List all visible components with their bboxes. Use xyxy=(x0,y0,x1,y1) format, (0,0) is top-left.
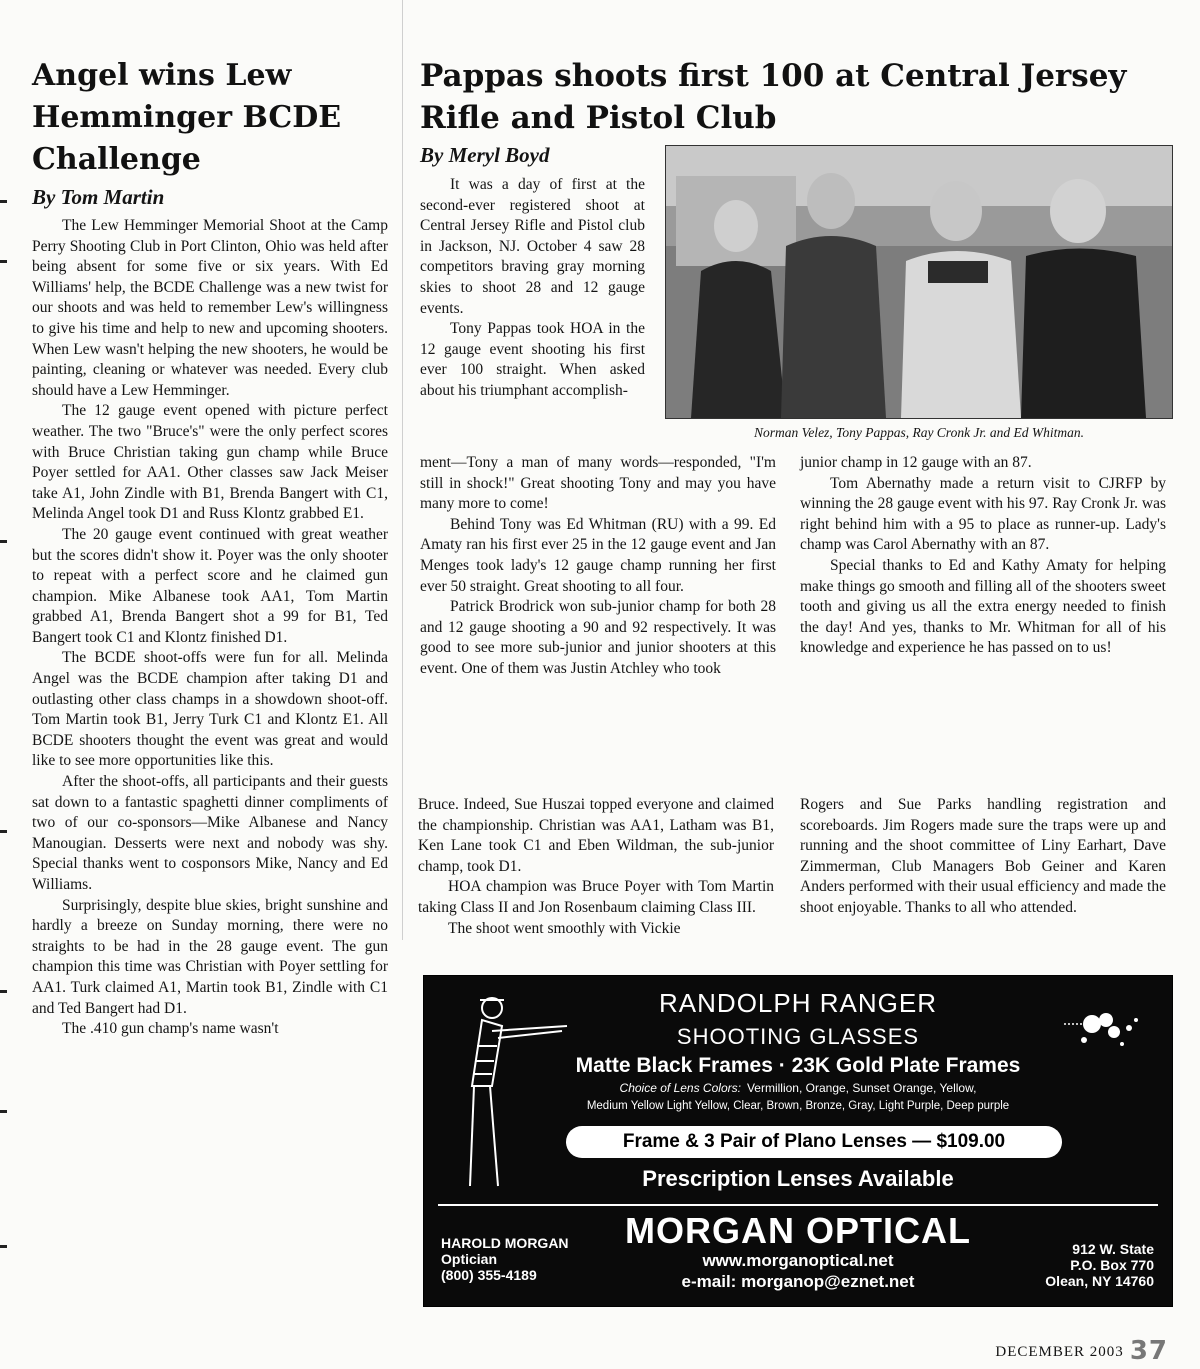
page-footer xyxy=(995,1336,1168,1366)
edge-mark xyxy=(0,200,7,203)
left-article xyxy=(32,55,388,1040)
paragraph: Tony Pappas took HOA in the 12 gauge event shooting his first ever 100 straight. When asked about his triumphant accomplish- xyxy=(420,320,645,399)
paragraph: junior champ in 12 gauge with an 87. xyxy=(800,454,1032,471)
edge-mark xyxy=(0,830,7,833)
column-divider xyxy=(402,0,403,940)
ad-lens-colors: Medium Yellow Light Yellow, Clear, Brown, Bronze, Gray, Light Purple, Deep purple xyxy=(586,1100,1010,1112)
right-article-byline: By Meryl Boyd xyxy=(420,143,550,167)
paragraph: The 12 gauge event opened with picture perfect weather. The two "Bruce's" were the only perfect scores with Bruce Christian taking gun champ while Bruce Poyer settled for AA1. Other classes saw Jack Meiser take A1, John Zindle with B1, Brenda Bangert with C1, Melinda Angel took D1 and Russ Klontz grabbed E1. xyxy=(32,402,388,523)
ad-contact xyxy=(441,1235,569,1283)
ad-address-line: 912 W. State xyxy=(1072,1241,1154,1257)
paragraph: The Lew Hemminger Memorial Shoot at the Camp Perry Shooting Club in Port Clinton, Ohio was held after being absent for some five or six years. With Ed Williams' help, the BCDE Challenge was a new twist for our shoots and was held to remember Lew's willingness to give his time and help to new and upcoming shooters. When Lew wasn't helping the new shooters, he would be painting, cleaning or whatever was needed. Every club should have a Lew Hemminger. xyxy=(32,217,388,399)
paragraph: The BCDE shoot-offs were fun for all. Melinda Angel was the BCDE champion after taking D1 and outlasting other class champs in a showdown shoot-off. Tom Martin took B1, Jerry Turk C1 and Klontz E1. All BCDE shooters thought the event was great and would like to see more opportunities like this. xyxy=(32,649,388,770)
right-article-column xyxy=(420,453,776,680)
ad-offer: Frame & 3 Pair of Plano Lenses — $109.00 xyxy=(566,1126,1062,1158)
edge-mark xyxy=(0,1110,7,1113)
paragraph: It was a day of first at the second-ever registered shoot at Central Jersey Rifle and Pistol club in Jackson, NJ. October 4 saw 28 competitors braving gray morning skies to shoot 28 and 12 gauge events. xyxy=(420,176,645,317)
paragraph: The .410 gun champ's name wasn't xyxy=(62,1020,279,1038)
paragraph: The shoot went smoothly with Vickie xyxy=(448,919,681,937)
ad-contact-title: Optician xyxy=(441,1251,498,1267)
ad-email: e-mail: morganop@eznet.net xyxy=(681,1272,915,1291)
left-article-byline: By Tom Martin xyxy=(32,185,165,209)
edge-mark xyxy=(0,260,7,263)
paragraph: Tom Abernathy made a return visit to CJRFP by winning the 28 gauge event with his 97. Ray Cronk Jr. was right behind him with a 95 to place as runner-up. Lady's champ was Carol Abernathy with an 87. xyxy=(800,474,1166,554)
ad-address-line: P.O. Box 770 xyxy=(1070,1257,1154,1273)
left-article-continuation xyxy=(800,795,1166,919)
ad-contact-phone: (800) 355-4189 xyxy=(441,1267,537,1283)
ad-company-name: MORGAN OPTICAL xyxy=(625,1210,971,1251)
ad-frames: Matte Black Frames · 23K Gold Plate Frames xyxy=(575,1054,1021,1077)
paragraph: After the shoot-offs, all participants and their guests sat down to a fantastic spaghetti dinner compliments of two of our co-sponsors—Mike Albanese and Nancy Manougian. Desserts were next and nobody was shy. Special thanks went to cosponsors Mike, Nancy and Ed Williams. xyxy=(32,773,388,893)
paragraph: The 20 gauge event continued with great weather but the scores didn't show it. Poyer was the only shooter to repeat with a perfect score and he claimed gun champion. Mike Albanese took AA1, Tom Martin grabbed A1, Brenda Bangert shot a 99 for B1, Ted Bangert took C1 and Klontz finished D1. xyxy=(32,525,388,646)
paragraph: Bruce. Indeed, Sue Huszai topped everyone and claimed the championship. Christian was AA1, Latham was B1, Ken Lane took C1 and Eben Wildman, the sub-junior champ, took D1. xyxy=(418,796,774,875)
paragraph: Surprisingly, despite blue skies, bright sunshine and hardly a breeze on Sunday morning, there were no straights to be had in the 28 gauge event. The gun champion this time was Christian with Poyer settling for AA1. Turk claimed A1, Martin took B1, Zindle with C1 and Ted Bangert had D1. xyxy=(32,896,388,1017)
left-article-title: Angel wins Lew Hemminger BCDE Challenge xyxy=(32,58,342,177)
ad-website: www.morganoptical.net xyxy=(702,1251,894,1270)
edge-mark xyxy=(0,1245,7,1248)
right-article-column xyxy=(800,453,1166,659)
paragraph: Behind Tony was Ed Whitman (RU) with a 99. Ed Amaty ran his first ever 25 in the 12 gauge event and Jan Menges took lady's 12 gauge champ running her first ever 50 straight. Great shooting to all four. xyxy=(420,515,776,595)
photo-caption: Norman Velez, Tony Pappas, Ray Cronk Jr. and Ed Whitman. xyxy=(753,425,1085,440)
ad-brand: RANDOLPH RANGER xyxy=(659,988,937,1018)
paragraph: Rogers and Sue Parks handling registration and scoreboards. Jim Rogers made sure the traps were up and running and the shoot committee of Liny Earhart, Dave Zimmerman, Club Managers Bob Geiner and Karen Anders performed with their usual efficiency and made the shoot enjoyable. Thanks to all who attended. xyxy=(800,796,1166,916)
paragraph: ment—Tony a man of many words—responded, "I'm still in shock!" Great shooting Tony and may you have many more to come! xyxy=(420,454,776,513)
ad-address-line: Olean, NY 14760 xyxy=(1045,1273,1154,1289)
group-photo xyxy=(665,145,1173,419)
advertisement xyxy=(423,975,1173,1307)
right-article-title: Pappas shoots first 100 at Central Jersey Rifle and Pistol Club xyxy=(420,58,1127,136)
ad-product: SHOOTING GLASSES xyxy=(676,1024,920,1049)
ad-lens-choice xyxy=(424,1081,1172,1095)
ad-address xyxy=(1045,1241,1154,1289)
page-number: 37 xyxy=(1129,1336,1168,1366)
right-article-intro xyxy=(420,175,645,402)
ad-prescription: Prescription Lenses Available xyxy=(642,1166,954,1191)
ad-lens-colors: Vermillion, Orange, Sunset Orange, Yellow, xyxy=(746,1081,977,1095)
paragraph: Patrick Brodrick won sub-junior champ for both 28 and 12 gauge shooting a 90 and 92 respectively. It was good to see more sub-junior and junior shooters at this event. One of them was Justin Atchley who took xyxy=(420,598,776,677)
edge-mark xyxy=(0,990,7,993)
edge-mark xyxy=(0,540,7,543)
photo-figure xyxy=(665,145,1173,441)
ad-lens-choice-label: Choice of Lens Colors: xyxy=(619,1081,741,1095)
paragraph: Special thanks to Ed and Kathy Amaty for helping make things go smooth and filling all of the shooters sweet tooth and giving us all the extra energy needed to finish the day! And yes, thanks to Mr. Whitman for all of his knowledge and experience he has passed on to us! xyxy=(800,556,1166,657)
ad-contact-name: HAROLD MORGAN xyxy=(441,1235,569,1251)
left-article-continuation xyxy=(418,795,774,939)
ad-divider xyxy=(438,1204,1158,1206)
paragraph: HOA champion was Bruce Poyer with Tom Martin taking Class II and Jon Rosenbaum claiming Class III. xyxy=(418,878,774,916)
issue-date: DECEMBER 2003 xyxy=(995,1344,1124,1360)
